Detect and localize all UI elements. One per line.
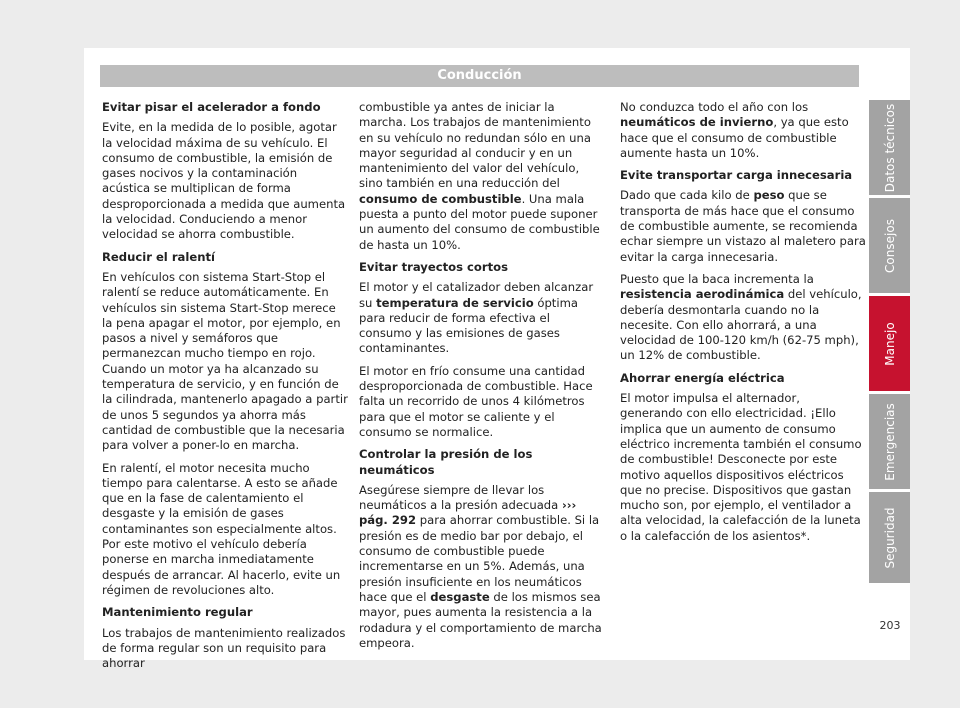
tab-label: Seguridad [882,506,897,569]
paragraph: El motor y el catalizador deben alcanzar su temperatura de servicio óptima para reducir de forma efectiva el consumo y las emisiones de gases contaminantes. [359,280,594,356]
tab-label: Emergencias [882,402,897,481]
heading-acelerador: Evitar pisar el acelerador a fondo [102,100,321,114]
tab-label: Consejos [882,218,897,273]
tab-datos-tecnicos[interactable] [869,100,910,195]
paragraph: En ralentí, el motor necesita mucho tiempo para calentarse. A esto se añade que en la fase de calentamiento el desgaste y la emisión de gases contaminantes son especialmente altos. Por este motivo el vehículo debería ponerse en marcha inmediatamente después de arrancar. Al hacerlo, evite un régimen de revoluciones alto. [102,460,341,597]
chapter-header: Conducción [100,65,859,87]
paragraph: El motor en frío consume una cantidad desproporcionada de combustible. Hace falta un recorrido de unos 4 kilómetros para que el motor se caliente y el consumo se normalice. [359,363,593,439]
paragraph: No conduzca todo el año con los neumáticos de invierno, ya que esto hace que el consumo de combustible aumente hasta un 10%. [620,100,849,160]
paragraph: Puesto que la baca incrementa la resistencia aerodinámica del vehículo, debería desmontarla cuando no la necesite. Con ello ahorrará, a una velocidad de 100-120 km/h (62-75 mph), un 12% de combustible. [620,271,862,363]
column-1 [102,100,348,678]
tab-emergencias[interactable] [869,394,910,489]
tab-label: Datos técnicos [882,103,897,192]
paragraph: El motor impulsa el alternador, generando con ello electricidad. ¡Ello implica que un aumento de consumo eléctrico incrementa también el consumo de combustible! Desconecte por este motivo aquellos dispositivos eléctricos que no precise. Dispositivos que gastan mucho son, por ejemplo, el ventilador a alta velocidad, la calefacción de la luneta o la calefacción de los asientos*. [620,391,862,543]
paragraph: combustible ya antes de iniciar la marcha. Los trabajos de mantenimiento en su vehículo no redundan sólo en una mayor seguridad al conducir y en un mantenimiento del valor del vehículo, sino también en una reducción del consumo de combustible. Una mala puesta a punto del motor puede suponer un aumento del consumo de combustible de hasta un 10%. [359,100,600,252]
paragraph: Asegúrese siempre de llevar los neumáticos a la presión adecuada ››› pág. 292 para ahorrar combustible. Si la presión es de medio bar por debajo, el consumo de combustible puede incrementarse en un 5%. Además, una presión insuficiente en los neumáticos hace que el desgaste de los mismos sea mayor, pues aumenta la resistencia a la rodadura y el comportamiento de marcha empeora. [359,482,602,650]
paragraph: Evite, en la medida de lo posible, agotar la velocidad máxima de su vehículo. El consumo de combustible, la emisión de gases nocivos y la contaminación acústica se multiplican de forma desproporcionada a medida que aumenta la velocidad. Conduciendo a menor velocidad se ahorra combustible. [102,120,346,242]
column-2 [359,100,605,658]
paragraph: En vehículos con sistema Start-Stop el ralentí se reduce automáticamente. En vehículos sin sistema Start-Stop merece la pena apagar el motor, por ejemplo, en pasos a nivel y semáforos que permanezcan mucho tiempo en rojo. Cuando un motor ya ha alcanzado su temperatura de servicio, y en función de la cilindrada, mantenerlo apagado a partir de unos 5 segundos ya ahorra más cantidad de combustible que la necesaria para volver a poner-lo en marcha. [102,269,348,453]
tab-consejos[interactable] [869,198,910,293]
heading-carga: Evite transportar carga innecesaria [620,168,853,183]
heading-ralenti: Reducir el ralentí [102,249,215,264]
heading-mantenimiento: Mantenimiento regular [102,605,253,620]
tab-seguridad[interactable] [869,492,910,583]
paragraph: Dado que cada kilo de peso que se transporta de más hace que el consumo de combustible aumente, se recomienda echar siempre un vistazo al maletero para evitar la carga innecesaria. [620,188,866,264]
tab-label: Manejo [882,321,897,366]
heading-presion: Controlar la presión de los neumáticos [359,447,533,477]
paragraph: Los trabajos de mantenimiento realizados de forma regular son un requisito para ahorrar [102,625,346,671]
heading-energia: Ahorrar energía eléctrica [620,370,785,385]
page-reference-link[interactable]: ››› pág. 292 [359,498,577,528]
column-3 [620,100,866,551]
heading-trayectos: Evitar trayectos cortos [359,259,508,274]
tab-manejo[interactable] [869,296,910,391]
page-number: 203 [879,619,901,632]
